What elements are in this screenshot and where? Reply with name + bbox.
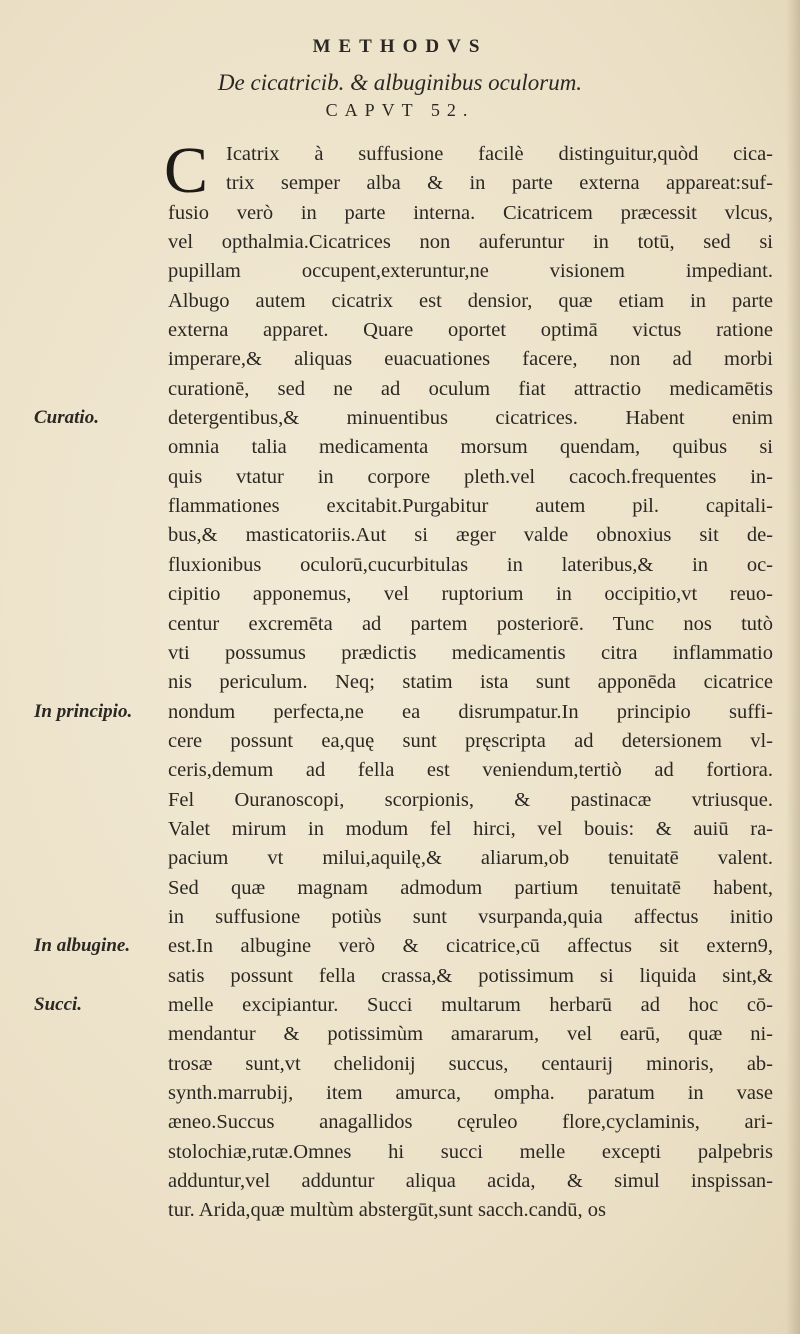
text-line: trix semper alba & in parte externa appareat:suf- bbox=[226, 172, 773, 195]
text-line: satis possunt fella crassa,& potissimum si liquida sint,& bbox=[168, 964, 773, 987]
text-line: æneo.Succus anagallidos cęruleo flore,cyclaminis, ari- bbox=[168, 1111, 773, 1134]
margin-note: In albugine. bbox=[34, 935, 131, 957]
text-line: pacium vt milui,aquilę,& aliarum,ob tenuitatē valent. bbox=[168, 847, 773, 870]
text-line: stolochiæ,rutæ.Omnes hi succi melle excepti palpebris bbox=[168, 1140, 773, 1163]
text-line: bus,& masticatoriis.Aut si æger valde obnoxius sit de- bbox=[168, 524, 773, 547]
text-line: quis vtatur in corpore pleth.vel cacoch.frequentes in- bbox=[168, 465, 773, 488]
text-line: Icatrix à suffusione facilè distinguitur,quòd cica- bbox=[226, 143, 773, 165]
text-line: ceris,demum ad fella est veniendum,tertiò ad fortiora. bbox=[168, 759, 773, 782]
text-line: melle excipiantur. Succi multarum herbarū ad hoc cō- bbox=[168, 993, 773, 1016]
text-line: trosæ sunt,vt chelidonij succus, centaurij minoris, ab- bbox=[168, 1052, 773, 1075]
text-line: synth.marrubij, item amurca, ompha. paratum in vase bbox=[168, 1082, 773, 1104]
text-line: nondum perfecta,ne ea disrumpatur.In principio suffi- bbox=[168, 700, 773, 723]
text-line: adduntur,vel adduntur aliqua acida, & simul inspissan- bbox=[168, 1170, 773, 1193]
text-line: fluxionibus oculorū,cucurbitulas in lateribus,& in oc- bbox=[168, 553, 773, 576]
drop-cap: C bbox=[164, 134, 209, 207]
text-line: pupillam occupent,exteruntur,ne visionem impediant. bbox=[168, 260, 773, 283]
text-line: imperare,& aliquas euacuationes facere, non ad morbi bbox=[168, 348, 773, 371]
page-edge-shadow bbox=[786, 0, 800, 1334]
margin-note: Succi. bbox=[34, 994, 83, 1016]
text-line: vel opthalmia.Cicatrices non auferuntur in totū, sed si bbox=[168, 231, 773, 254]
text-line: mendantur & potissimùm amararum, vel earū, quæ ni- bbox=[168, 1023, 773, 1046]
text-line: cere possunt ea,quę sunt pręscripta ad detersionem vl- bbox=[168, 729, 773, 752]
text-line: vti possumus prædictis medicamentis citra inflammatio bbox=[168, 641, 773, 664]
text-line: tur. Arida,quæ multùm abstergūt,sunt sacch.candū, os bbox=[168, 1199, 607, 1222]
text-line: in suffusione potiùs sunt vsurpanda,quia affectus initio bbox=[168, 905, 773, 928]
running-head: METHODVS bbox=[312, 36, 488, 57]
text-line: curationē, sed ne ad oculum fiat attractio medicamētis bbox=[168, 377, 773, 400]
text-line: centur excremēta ad partem posteriorē. Tunc nos tutò bbox=[168, 612, 773, 635]
text-line: nis periculum. Neq; statim ista sunt apponēda cicatrice bbox=[168, 671, 773, 694]
chapter-subtitle: De cicatricib. & albuginibus oculorum. bbox=[217, 70, 583, 95]
body-text bbox=[164, 134, 773, 1226]
text-line: Sed quæ magnam admodum partium tenuitatē habent, bbox=[168, 876, 773, 899]
margin-note: Curatio. bbox=[34, 407, 99, 429]
text-line: Fel Ouranoscopi, scorpionis, & pastinacæ vtriusque. bbox=[168, 788, 773, 811]
text-line: externa apparet. Quare oportet optimā victus ratione bbox=[168, 319, 773, 342]
margin-note: In principio. bbox=[34, 700, 133, 722]
text-line: est.In albugine verò & cicatrice,cū affectus sit extern9, bbox=[168, 935, 773, 958]
text-line: detergentibus,& minuentibus cicatrices. Habent enim bbox=[168, 407, 773, 430]
text-line: Valet mirum in modum fel hirci, vel bouis: & auiū ra- bbox=[168, 817, 773, 840]
text-line: Albugo autem cicatrix est densior, quæ etiam in parte bbox=[168, 289, 773, 312]
text-line: cipitio apponemus, vel ruptorium in occipitio,vt reuo- bbox=[168, 583, 773, 606]
text-line: fusio verò in parte interna. Cicatricem præcessit vlcus, bbox=[168, 201, 773, 224]
text-line: omnia talia medicamenta morsum quendam, quibus si bbox=[168, 436, 773, 459]
chapter-number: CAPVT 52. bbox=[325, 100, 475, 120]
text-line: flammationes excitabit.Purgabitur autem pil. capitali- bbox=[168, 495, 773, 518]
